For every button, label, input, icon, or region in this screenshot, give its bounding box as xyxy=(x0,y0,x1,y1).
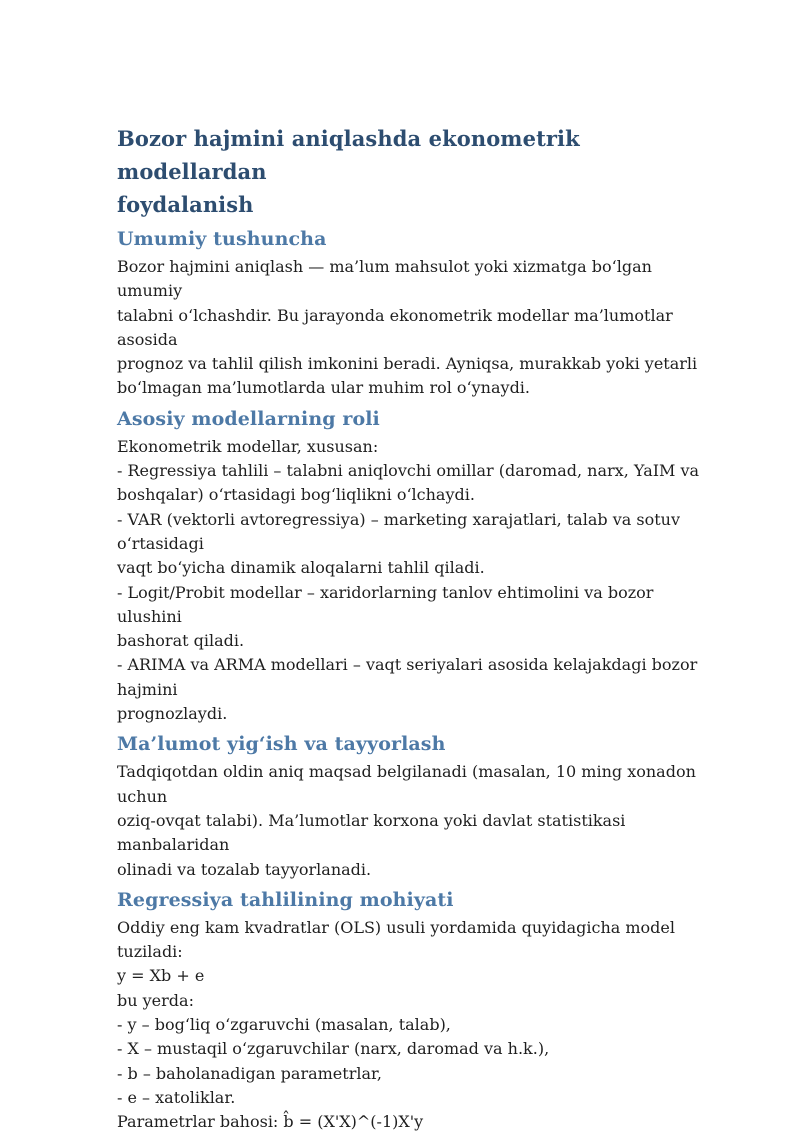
document-title xyxy=(117,122,702,221)
section-body xyxy=(117,255,702,401)
text-line: oziq-ovqat talabi). Ma’lumotlar korxona yoki davlat statistikasi manbalaridan xyxy=(117,810,631,855)
text-line: boshqalar) oʻrtasidagi bogʻliqlikni oʻlchaydi. xyxy=(117,485,475,505)
document-page xyxy=(117,122,702,1135)
document-section xyxy=(117,732,702,881)
text-line: - VAR (vektorli avtoregressiya) – marketing xarajatlari, talab va sotuv oʻrtasidagi xyxy=(117,509,686,553)
document-title-line: foydalanish xyxy=(117,192,254,217)
text-line: vaqt boʻyicha dinamik aloqalarni tahlil qiladi. xyxy=(117,558,485,578)
text-line: boʻlmagan ma’lumotlarda ular muhim rol oʻynaydi. xyxy=(117,378,531,398)
section-heading: Ma’lumot yigʻish va tayyorlash xyxy=(117,733,446,756)
text-line: Oddiy eng kam kvadratlar (OLS) usuli yordamida quyidagicha model tuziladi: xyxy=(117,917,681,962)
text-line: y = Xb + e xyxy=(117,966,205,986)
section-heading: Regressiya tahlilining mohiyati xyxy=(117,888,454,911)
document-section xyxy=(117,888,702,1135)
text-line: - b – baholanadigan parametrlar, xyxy=(117,1063,382,1083)
text-line: Bozor hajmini aniqlash — ma’lum mahsulot yoki xizmatga boʻlgan umumiy xyxy=(117,257,658,301)
text-line: - y – bogʻliq oʻzgaruvchi (masalan, talab), xyxy=(117,1015,451,1035)
text-line: - Logit/Probit modellar – xaridorlarning tanlov ehtimolini va bozor ulushini xyxy=(117,582,659,626)
text-line: - e – xatoliklar. xyxy=(117,1087,236,1107)
text-line: prognoz va tahlil qilish imkonini beradi. Ayniqsa, murakkab yoki yetarli xyxy=(117,354,698,374)
document-title-line: Bozor hajmini aniqlashda ekonometrik modellardan xyxy=(117,126,580,184)
text-line: olinadi va tozalab tayyorlanadi. xyxy=(117,859,372,879)
text-line: - Regressiya tahlili – talabni aniqlovchi omillar (daromad, narx, YaIM va xyxy=(117,461,700,481)
text-line: prognozlaydi. xyxy=(117,704,228,724)
section-body xyxy=(117,435,702,727)
document-section xyxy=(117,227,702,401)
text-line: Parametrlar bahosi: b̂ = (X'X)^(-1)X'y xyxy=(117,1112,424,1132)
text-line: - ARIMA va ARMA modellari – vaqt seriyalari asosida kelajakdagi bozor hajmini xyxy=(117,655,703,699)
text-line: bu yerda: xyxy=(117,990,194,1010)
section-body xyxy=(117,916,702,1135)
text-line: Ekonometrik modellar, xususan: xyxy=(117,436,379,456)
section-heading: Umumiy tushuncha xyxy=(117,228,327,250)
text-line: bashorat qiladi. xyxy=(117,631,245,651)
section-heading: Asosiy modellarning roli xyxy=(117,407,380,430)
document-section xyxy=(117,407,702,727)
section-body xyxy=(117,760,702,881)
sections-container xyxy=(117,227,702,1135)
text-line: - X – mustaqil oʻzgaruvchilar (narx, daromad va h.k.), xyxy=(117,1039,550,1059)
text-line: Tadqiqotdan oldin aniq maqsad belgilanadi (masalan, 10 ming xonadon uchun xyxy=(117,762,701,806)
text-line: talabni oʻlchashdir. Bu jarayonda ekonometrik modellar ma’lumotlar asosida xyxy=(117,305,678,349)
